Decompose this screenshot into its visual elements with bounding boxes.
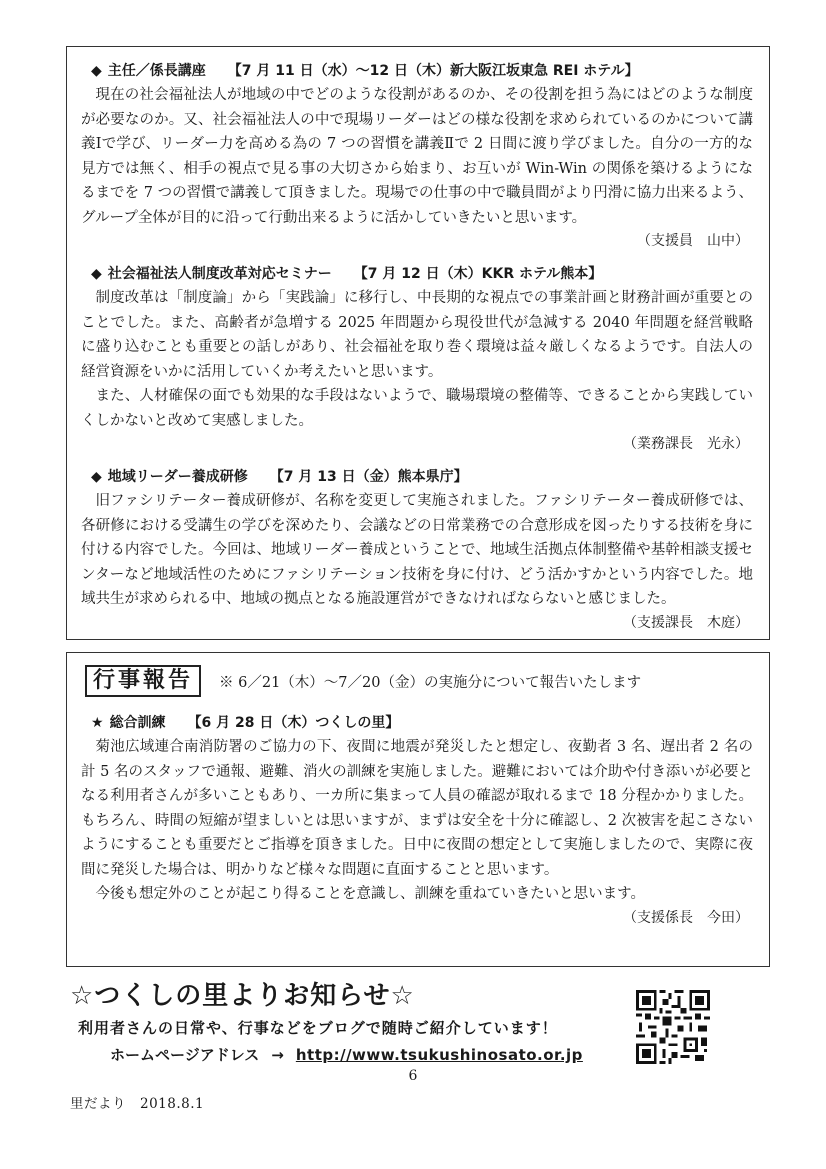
section-signature: （支援係長 今田） bbox=[623, 909, 749, 926]
section-paragraph: 旧ファシリテーター養成研修が、名称を変更して実施されました。ファシリテーター養成研修では、各研修における受講生の学びを深めたり、会議などの日常業務での合意形成を図ったりする技術を身に付ける内容でした。今回は、地域リーダー養成ということで、地域生活拠点体制整備や基幹相談支援センターなど地域活性のためにファシリテーション技術を身に付け、どう活かすかという内容でした。地域共生が求められる中、地域の拠点となる施設運営ができなければならないと感じました。 bbox=[81, 493, 753, 607]
footer-issue: 里だより 2018.8.1 bbox=[70, 1096, 205, 1112]
diamond-icon: ◆ bbox=[91, 63, 102, 79]
notice-area bbox=[70, 978, 630, 1068]
section-heading bbox=[91, 262, 753, 286]
section-date-place: 【7 月 12 日（木）KKR ホテル熊本】 bbox=[353, 266, 603, 282]
section-signature: （支援課長 木庭） bbox=[623, 614, 749, 631]
section-title: 主任／係長講座 bbox=[107, 63, 206, 79]
section-heading bbox=[91, 59, 753, 83]
page-number: 6 bbox=[408, 1068, 418, 1084]
qr-code-icon bbox=[636, 990, 710, 1064]
training-report-box bbox=[66, 46, 770, 640]
section-paragraph: 菊池広域連合南消防署のご協力の下、夜間に地震が発災したと想定し、夜勤者 3 名、遅出者 2 名の計 5 名のスタッフで通報、避難、消火の訓練を実施しました。避難においては介助や付き添いが必要となる利用者さんが多いこともあり、一カ所に集まって人員の確認が取れるまで 18 分程かかりました。もちろん、時間の短縮が望ましいとは思いますが、まずは安全を十分に確認し、2 次被害を起こさないようにすることも重要だとご指導を頂きました。日中に夜間の想定として実施しましたので、実際に夜間に発災した場合は、明かりなど様々な問題に直面することと思います。 bbox=[81, 739, 753, 878]
diamond-icon: ◆ bbox=[91, 469, 102, 485]
section-date-place: 【7 月 13 日（金）熊本県庁】 bbox=[269, 469, 468, 485]
section-date-place: 【6 月 28 日（木）つくしの里】 bbox=[187, 715, 400, 731]
homepage-label: ホームページアドレス bbox=[110, 1046, 260, 1064]
section-heading bbox=[91, 465, 753, 489]
star-icon: ★ bbox=[91, 715, 104, 731]
section-drill bbox=[81, 711, 753, 929]
section-supervisor-course bbox=[81, 59, 753, 252]
section-signature: （業務課長 光永） bbox=[623, 436, 749, 452]
section-paragraph: 現在の社会福祉法人が地域の中でどのような役割があるのか、その役割を担う為にはどのような制度が必要なのか。又、社会福祉法人の中で現場リーダーはどの様な役割を求められているのかについて講義Ⅰで学び、リーダー力を高める為の 7 つの習慣を講義Ⅱで 2 日間に渡り学びました。自分の一方的な見方では無く、相手の視点で見る事の大切さから始まり、お互いが Win-Win の関係を築けるようになるまでを 7 つの習慣で講義して頂きました。現場での仕事の中で職員間がより円滑に協力出来るよう、グループ全体が目的に沿って行動出来るように活かしていきたいと思います。 bbox=[81, 87, 753, 226]
report-title: 行事報告 bbox=[85, 665, 201, 697]
section-signature: （支援員 山中） bbox=[637, 233, 749, 249]
section-heading bbox=[91, 711, 753, 735]
report-note: ※ 6／21（木）～7／20（金）の実施分について報告いたします bbox=[219, 674, 642, 691]
section-paragraph: また、人材確保の面でも効果的な手段はないようで、職場環境の整備等、できることから実践していくしかないと改めて実感しました。 bbox=[81, 388, 753, 429]
homepage-line bbox=[110, 1042, 630, 1068]
section-reform-seminar bbox=[81, 262, 753, 455]
section-paragraph: 制度改革は「制度論」から「実践論」に移行し、中長期的な視点での事業計画と財務計画が重要とのことでした。また、高齢者が急増する 2025 年問題から現役世代が急減する 2040 年問題を経営戦略に盛り込むことも重要との話しがあり、社会福祉を取り巻く環境は益々厳しくなるようです。自法人の経営資源をいかに活用していくか考えたいと思います。 bbox=[81, 290, 753, 380]
section-title: 総合訓練 bbox=[109, 715, 166, 731]
section-date-place: 【7 月 11 日（水）～12 日（木）新大阪江坂東急 REI ホテル】 bbox=[227, 63, 639, 79]
section-leader-training bbox=[81, 465, 753, 634]
arrow-icon: → bbox=[271, 1046, 284, 1064]
report-header bbox=[85, 665, 753, 697]
notice-line: 利用者さんの日常や、行事などをブログで随時ご紹介しています！ bbox=[78, 1019, 558, 1037]
event-report-box bbox=[66, 652, 770, 967]
homepage-link[interactable]: http://www.tsukushinosato.or.jp bbox=[295, 1046, 583, 1064]
notice-title: ☆つくしの里よりお知らせ☆ bbox=[70, 981, 415, 1011]
section-title: 地域リーダー養成研修 bbox=[107, 469, 248, 485]
section-paragraph: 今後も想定外のことが起こり得ることを意識し、訓練を重ねていきたいと思います。 bbox=[95, 886, 645, 902]
section-title: 社会福祉法人制度改革対応セミナー bbox=[107, 266, 332, 282]
diamond-icon: ◆ bbox=[91, 266, 102, 282]
